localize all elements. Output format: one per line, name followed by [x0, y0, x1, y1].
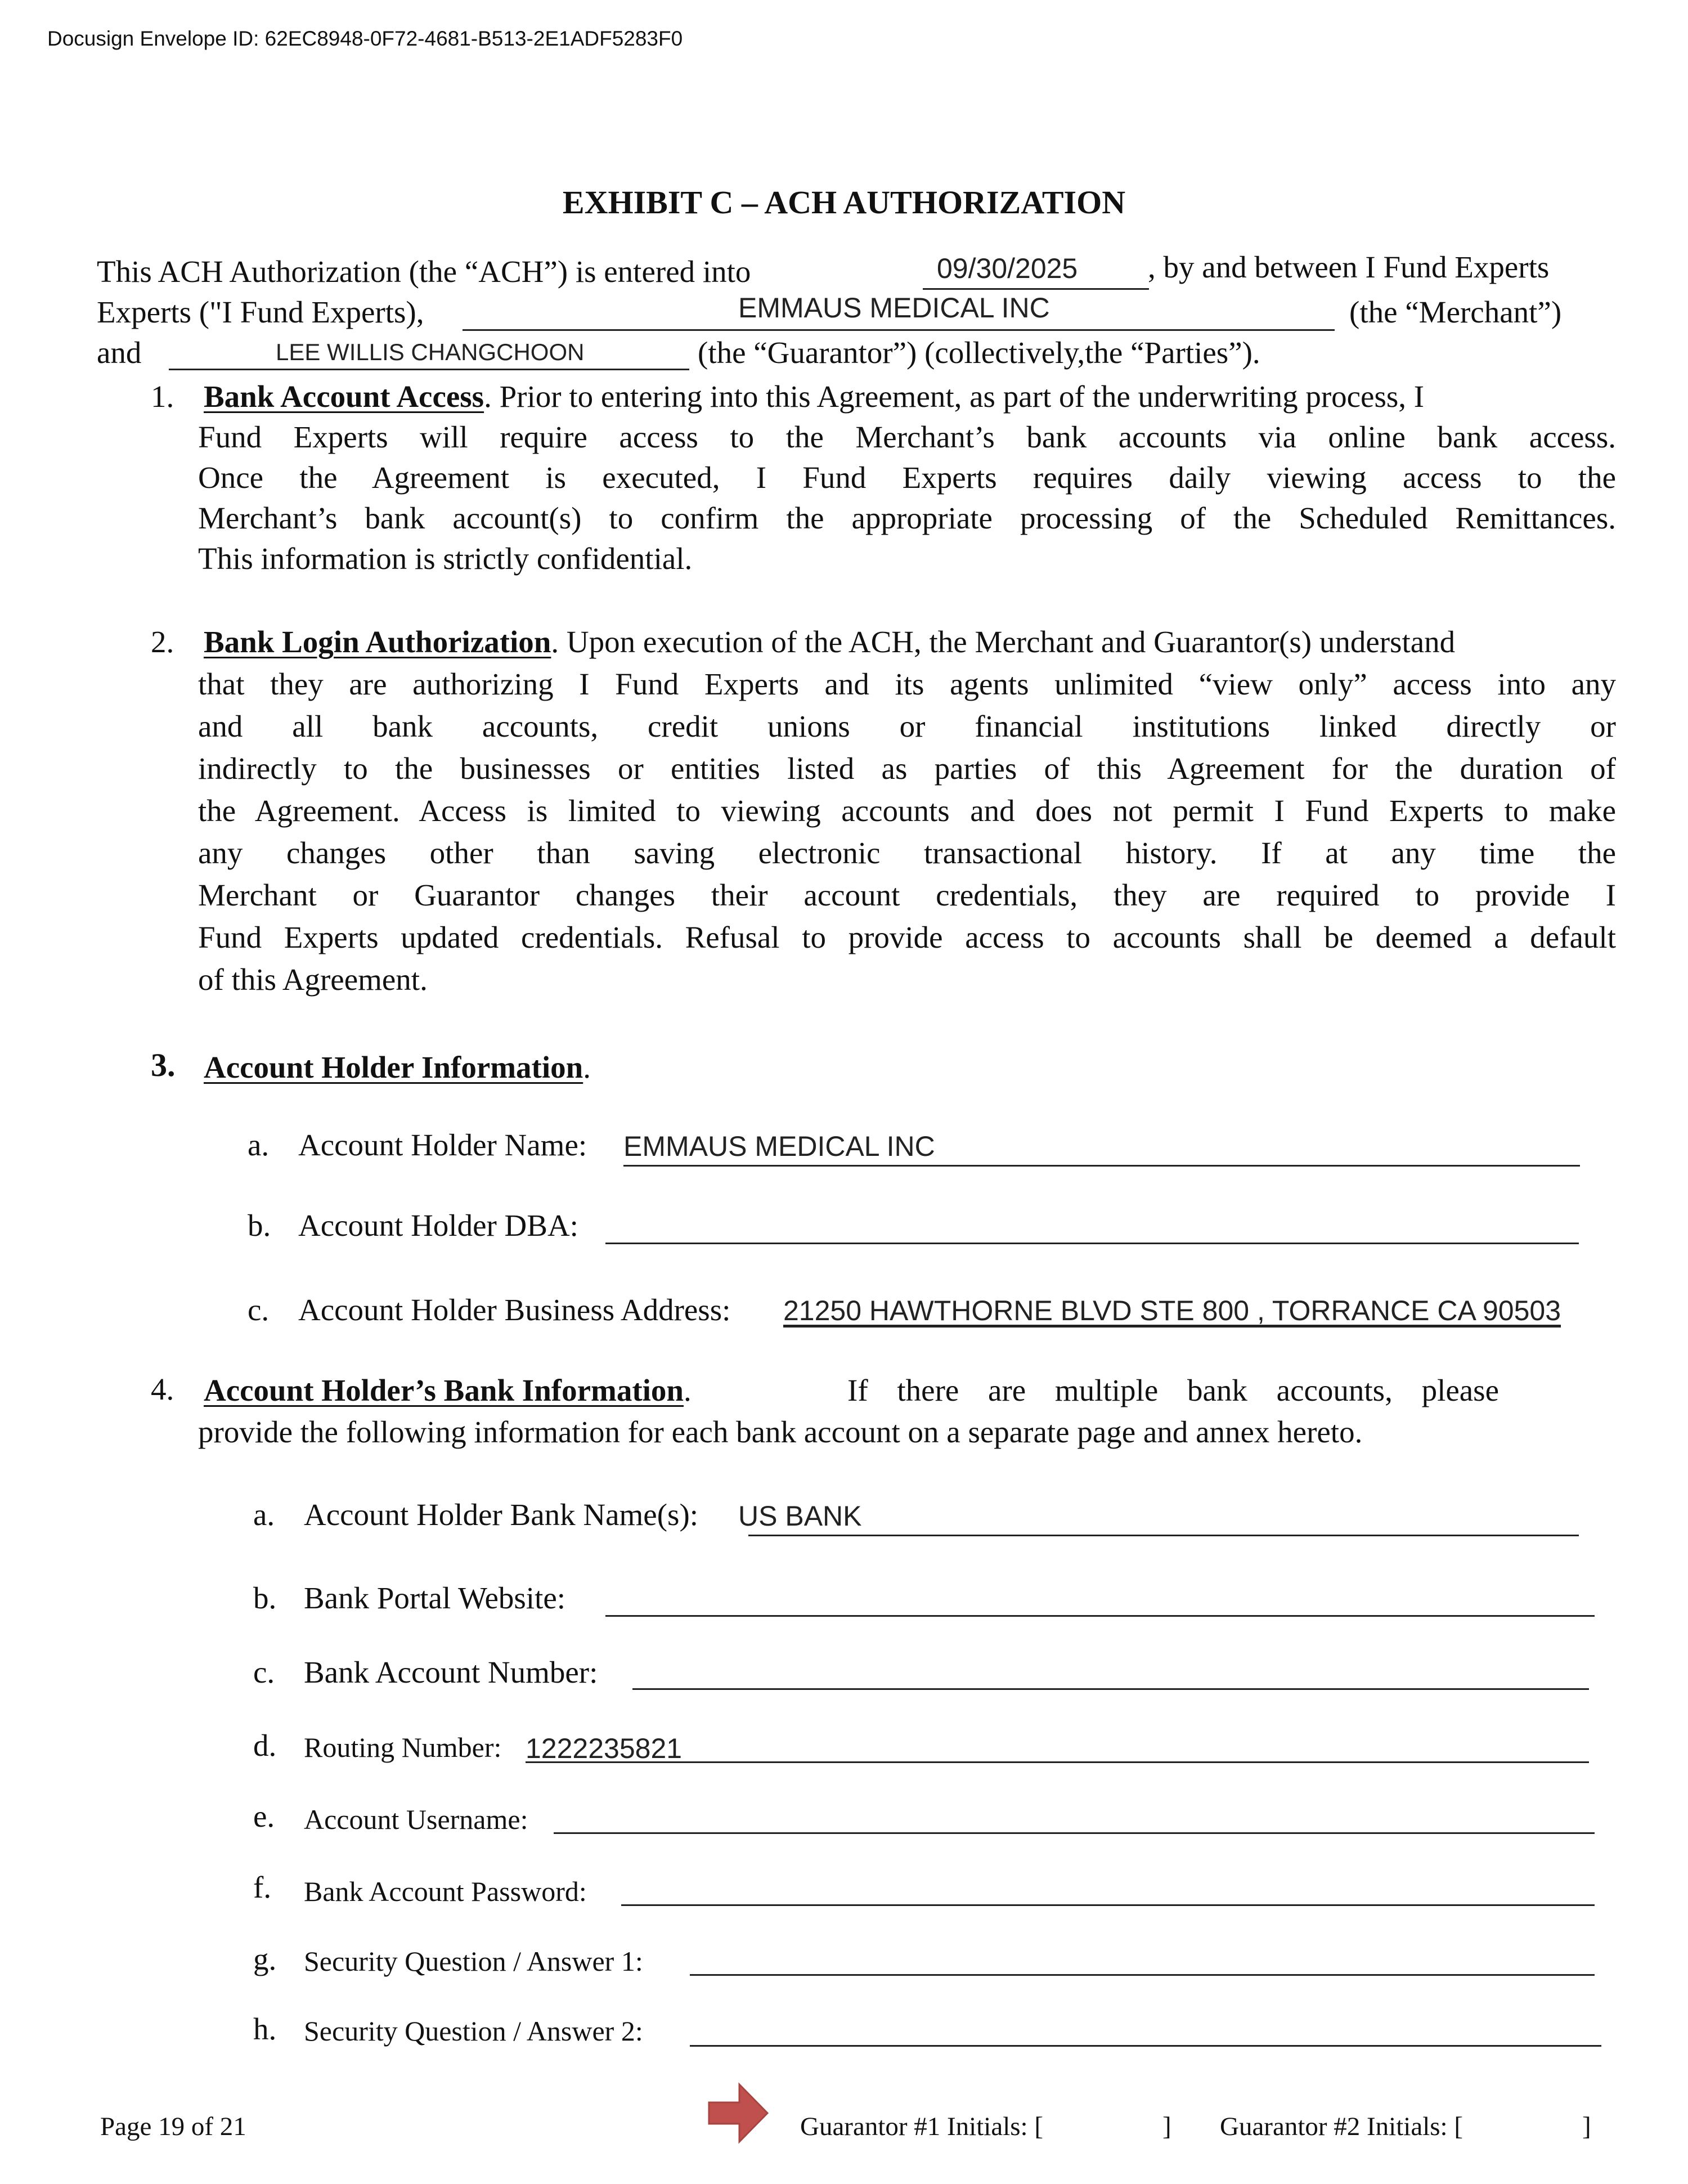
bank-password-field[interactable]: [621, 1904, 1595, 1906]
s4-item-d-letter: d.: [253, 1728, 277, 1763]
s4-item-e-label: Account Username:: [304, 1804, 528, 1835]
section2-line-8: of this Agreement.: [198, 962, 428, 997]
bank-account-number-field[interactable]: [632, 1688, 1589, 1690]
sign-here-arrow-icon[interactable]: [707, 2082, 770, 2144]
arrow-shape: [709, 2084, 767, 2142]
merchant-underline: [463, 329, 1335, 331]
section1-line-0: Prior to entering into this Agreement, as part of the underwriting process, I: [499, 379, 1425, 414]
envelope-id: Docusign Envelope ID: 62EC8948-0F72-4681-B513-2E1ADF5283F0: [47, 27, 683, 50]
guarantor2-close-bracket: ]: [1582, 2112, 1591, 2141]
s4-item-f-label: Bank Account Password:: [304, 1876, 587, 1907]
section3-heading-period: .: [583, 1050, 591, 1084]
section1-line-2: Once the Agreement is executed, I Fund Experts requires daily viewing access to the: [198, 460, 1616, 495]
section2-line-5: any changes other than saving electronic transactional history. If at any time the: [198, 836, 1616, 870]
account-username-field[interactable]: [554, 1832, 1595, 1834]
intro-merchant-label: (the “Merchant”): [1349, 295, 1562, 329]
intro-line3-prefix: and: [97, 335, 142, 370]
page-title: EXHIBIT C – ACH AUTHORIZATION: [562, 184, 1126, 221]
intro-line2-prefix: Experts ("I Fund Experts),: [97, 295, 424, 329]
section2-line-1: that they are authorizing I Fund Experts and its agents unlimited “view only” access into any: [198, 667, 1616, 701]
s3-item-c-letter: c.: [248, 1293, 270, 1327]
s4-item-d-label: Routing Number:: [304, 1732, 502, 1763]
section2-line-3: indirectly to the businesses or entities listed as parties of this Agreement for the duration of: [198, 751, 1616, 786]
intro-merchant-value[interactable]: EMMAUS MEDICAL INC: [738, 292, 1050, 324]
s3-item-c-label: Account Holder Business Address:: [298, 1293, 731, 1327]
account-holder-name-field[interactable]: [623, 1165, 1580, 1167]
s3-item-a-label: Account Holder Name:: [298, 1128, 587, 1162]
account-holder-name-value[interactable]: EMMAUS MEDICAL INC: [623, 1131, 935, 1162]
section4-heading-period: .: [684, 1373, 692, 1407]
section2-line-2: and all bank accounts, credit unions or financial institutions linked directly or: [198, 709, 1616, 743]
s4-item-b-label: Bank Portal Website:: [304, 1581, 566, 1615]
section1-line-3: Merchant’s bank account(s) to confirm the appropriate processing of the Scheduled Remittances.: [198, 501, 1616, 535]
s4-item-b-letter: b.: [253, 1581, 277, 1615]
s4-item-c-label: Bank Account Number:: [304, 1655, 598, 1689]
guarantor1-initials-field[interactable]: [1069, 2109, 1153, 2143]
guarantor1-close-bracket: ]: [1162, 2112, 1171, 2141]
section2-number: 2.: [151, 625, 174, 659]
section4-heading: Account Holder’s Bank Information: [204, 1373, 684, 1407]
section1-heading-period: .: [484, 379, 500, 414]
account-holder-address-value[interactable]: 21250 HAWTHORNE BLVD STE 800 , TORRANCE CA 90503: [783, 1295, 1561, 1326]
section2-line-0: Upon execution of the ACH, the Merchant and Guarantor(s) understand: [566, 625, 1456, 659]
date-underline: [923, 288, 1149, 290]
s4-item-h-letter: h.: [253, 2012, 277, 2046]
bank-name-value[interactable]: US BANK: [738, 1500, 862, 1532]
page-number: Page 19 of 21: [100, 2112, 246, 2141]
s4-item-a-label: Account Holder Bank Name(s):: [304, 1497, 699, 1532]
account-holder-dba-field[interactable]: [605, 1243, 1579, 1244]
guarantor-underline: [169, 369, 689, 370]
section1-line-1: Fund Experts will require access to the Merchant’s bank accounts via online bank access.: [198, 420, 1616, 454]
intro-guarantor-value[interactable]: LEE WILLIS CHANGCHOON: [276, 339, 585, 365]
intro-line1-suffix: , by and between I Fund Experts: [1148, 250, 1550, 284]
section2-line-4: the Agreement. Access is limited to viewing accounts and does not permit I Fund Experts to make: [198, 793, 1616, 828]
s4-item-g-label: Security Question / Answer 1:: [304, 1945, 643, 1977]
s3-item-b-label: Account Holder DBA:: [298, 1208, 578, 1243]
section3-heading-line: [204, 1047, 591, 1088]
s4-item-h-label: Security Question / Answer 2:: [304, 2015, 643, 2047]
section2-heading: Bank Login Authorization: [204, 625, 551, 659]
routing-number-field[interactable]: [526, 1761, 1589, 1763]
section2-first-line: [204, 621, 1455, 663]
s3-item-a-letter: a.: [248, 1128, 270, 1162]
bank-name-field[interactable]: [748, 1535, 1579, 1536]
section2-heading-period: .: [551, 625, 567, 659]
intro-date-value[interactable]: 09/30/2025: [937, 253, 1078, 284]
guarantor1-initials-label: Guarantor #1 Initials: [: [800, 2112, 1044, 2141]
s4-item-c-letter: c.: [253, 1655, 275, 1689]
section1-first-line: [204, 376, 1424, 418]
guarantor2-initials-field[interactable]: [1491, 2109, 1575, 2143]
s4-item-e-letter: e.: [253, 1799, 275, 1833]
s4-item-g-letter: g.: [253, 1942, 277, 1976]
guarantor2-initials-label: Guarantor #2 Initials: [: [1220, 2112, 1463, 2141]
section1-line-4: This information is strictly confidential.: [198, 541, 693, 576]
intro-line3-suffix: (the “Guarantor”) (collectively,the “Parties”).: [698, 335, 1260, 370]
s3-item-b-letter: b.: [248, 1208, 271, 1243]
s4-item-a-letter: a.: [253, 1497, 275, 1532]
security-answer-2-field[interactable]: [690, 2045, 1601, 2047]
section1-heading: Bank Account Access: [204, 379, 484, 414]
s4-item-f-letter: f.: [253, 1870, 272, 1904]
section1-number: 1.: [151, 379, 174, 414]
routing-number-value[interactable]: 1222235821: [526, 1733, 683, 1764]
bank-portal-field[interactable]: [605, 1615, 1595, 1617]
section4-heading-line: [204, 1370, 692, 1411]
section4-number: 4.: [151, 1372, 174, 1406]
security-answer-1-field[interactable]: [690, 1974, 1595, 1976]
section2-line-7: Fund Experts updated credentials. Refusal to provide access to accounts shall be deemed a default: [198, 920, 1616, 954]
intro-line1-prefix: This ACH Authorization (the “ACH”) is entered into: [97, 254, 751, 289]
section4-line1: If there are multiple bank accounts, please: [847, 1373, 1499, 1407]
section4-line2: provide the following information for each bank account on a separate page and annex hereto.: [198, 1415, 1363, 1449]
section2-line-6: Merchant or Guarantor changes their account credentials, they are required to provide I: [198, 878, 1616, 912]
section3-number: 3.: [151, 1047, 176, 1083]
section3-heading: Account Holder Information: [204, 1050, 583, 1084]
